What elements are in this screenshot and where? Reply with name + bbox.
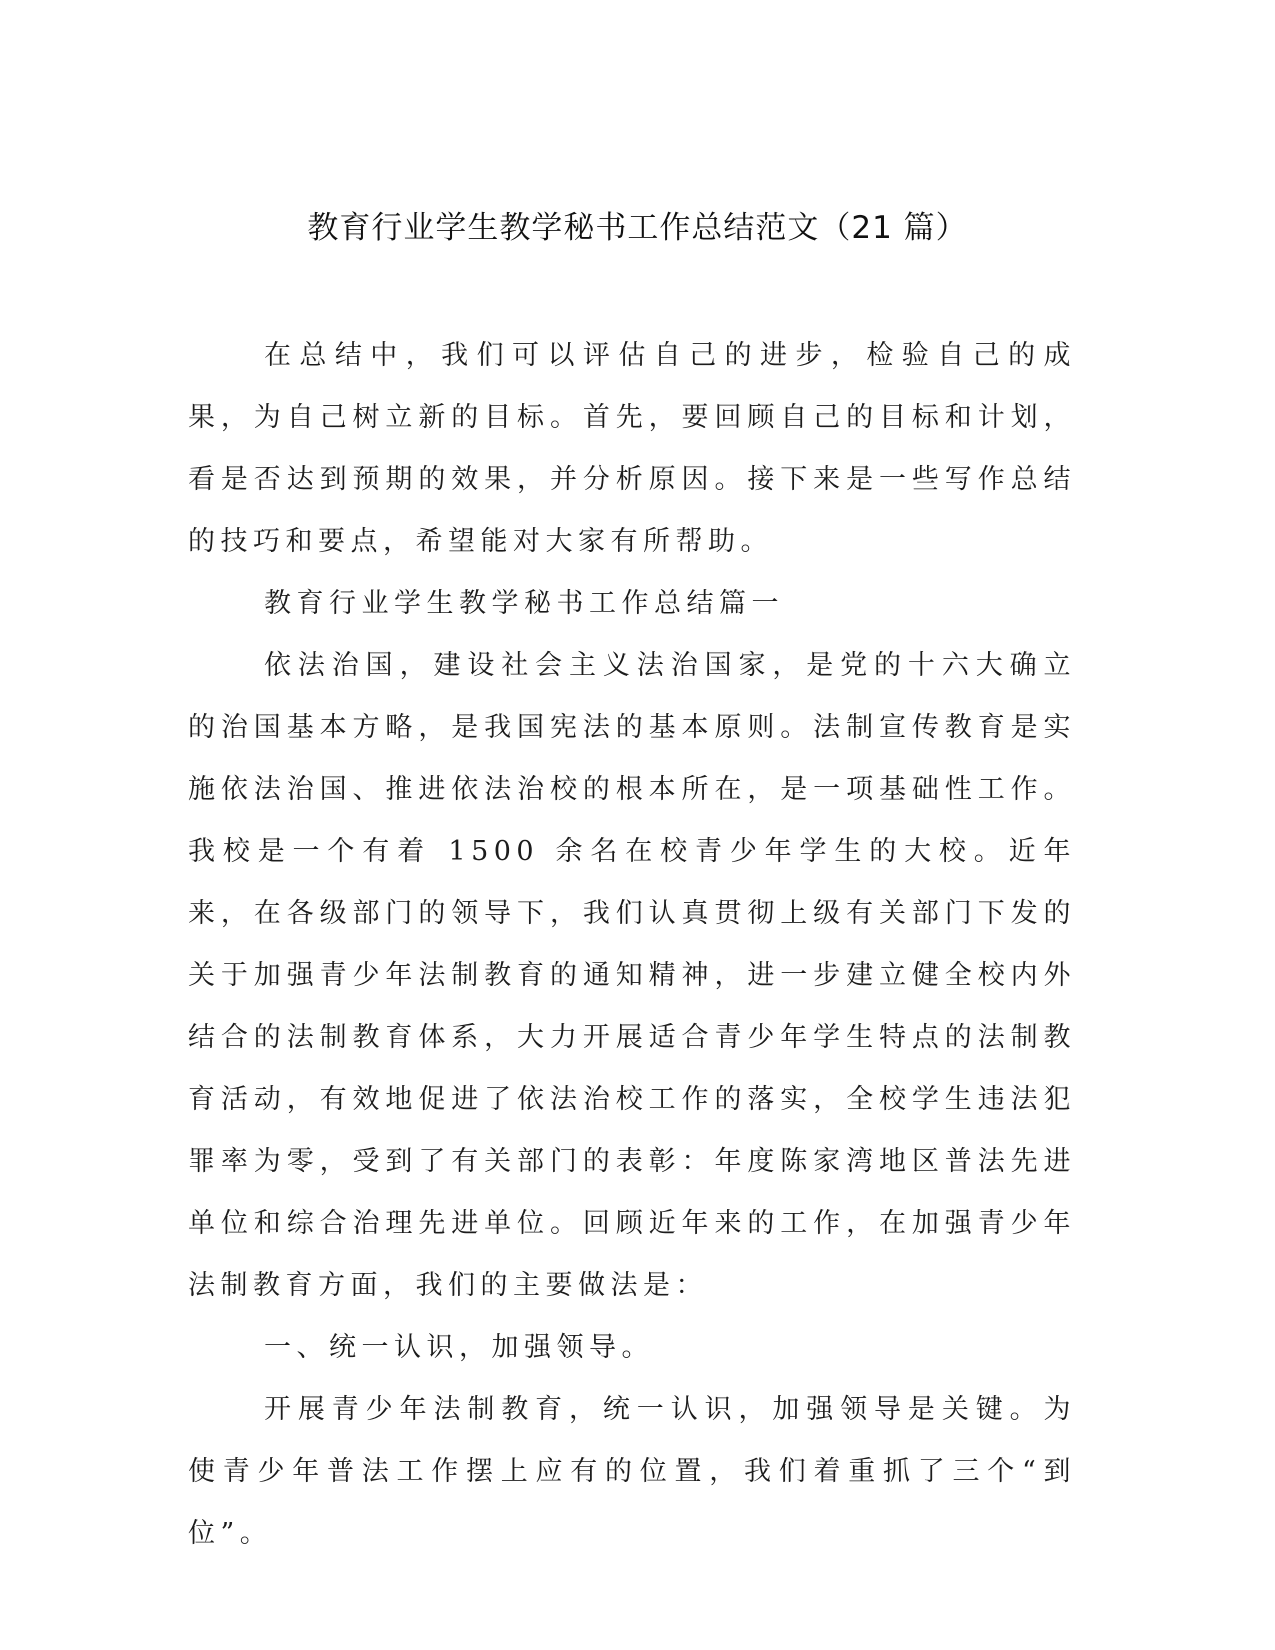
- subsection-heading: 一、统一认识，加强领导。: [264, 1332, 654, 1363]
- intro-paragraph: 在总结中，我们可以评估自己的进步，检验自己的成果，为自己树立新的目标。首先，要回顾自己的目标和计划，看是否达到预期的效果，并分析原因。接下来是一些写作总结的技巧和要点，希望能对大家有所帮助。: [188, 340, 1076, 557]
- section-heading: 教育行业学生教学秘书工作总结篇一: [264, 588, 784, 619]
- body-paragraph: 依法治国，建设社会主义法治国家，是党的十六大确立的治国基本方略，是我国宪法的基本原则。法制宣传教育是实施依法治国、推进依法治校的根本所在，是一项基础性工作。我校是一个有着 1500 余名在校青少年学生的大校。近年来，在各级部门的领导下，我们认真贯彻上级有关部门下发的关于加强青少年法制教育的通知精神，进一步建立健全校内外结合的法制教育体系，大力开展适合青少年学生特点的法制教育活动，有效地促进了依法治校工作的落实，全校学生违法犯罪率为零，受到了有关部门的表彰：年度陈家湾地区普法先进单位和综合治理先进单位。回顾近年来的工作，在加强青少年法制教育方面，我们的主要做法是：: [188, 650, 1076, 1301]
- document-body: [188, 325, 1076, 1565]
- document-title: 教育行业学生教学秘书工作总结范文（21 篇）: [307, 210, 968, 246]
- body-paragraph: 开展青少年法制教育，统一认识，加强领导是关键。为使青少年普法工作摆上应有的位置，我们着重抓了三个“到位”。: [188, 1394, 1076, 1549]
